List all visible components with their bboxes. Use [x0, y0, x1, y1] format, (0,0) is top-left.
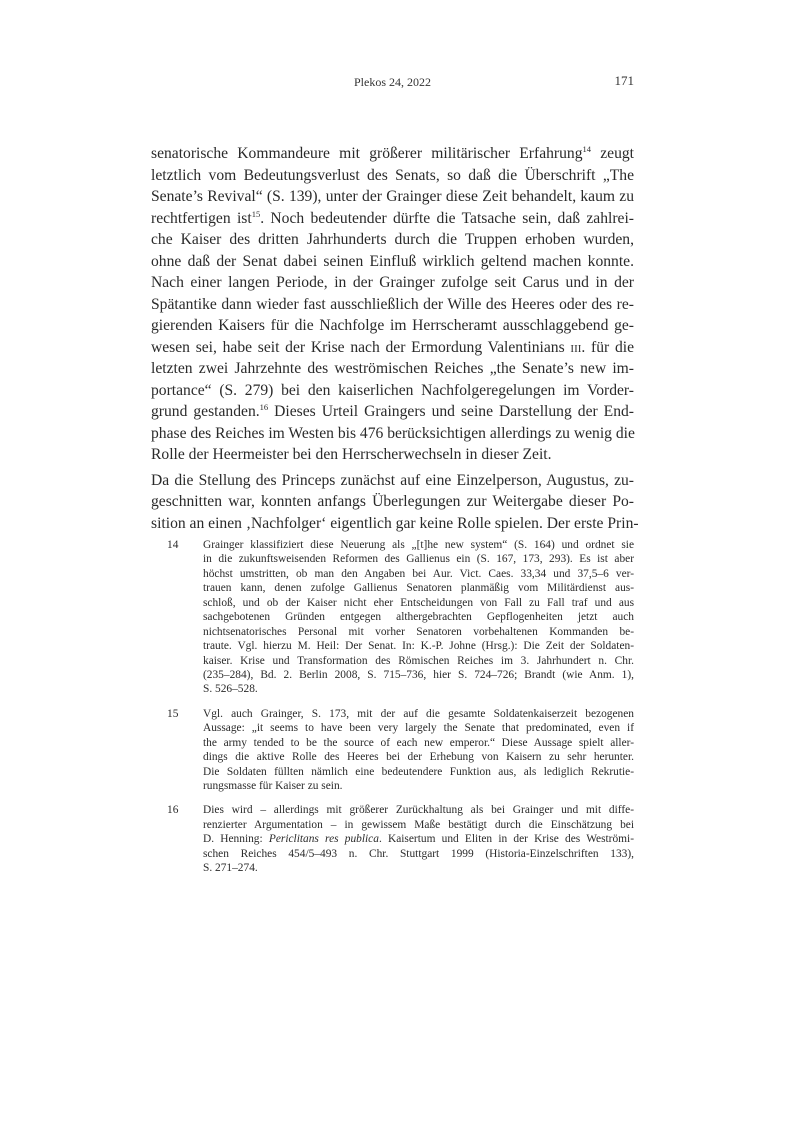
text-line: portance“ (S. 279) bei den kaiserlichen Nachfolgeregelungen im Vorder- [151, 381, 634, 399]
footnote-line: the army tended to be the source of each new emperor.“ Diese Aussage spielt aller- [203, 736, 634, 749]
text-line: Rolle der Heermeister bei den Herrscherwechseln in dieser Zeit. [151, 446, 552, 463]
footnote-line: Die Soldaten füllten nämlich eine bedeutendere Funktion aus, als lediglich Rekrutie- [203, 765, 634, 778]
footnote-line: trauen kann, denen zufolge Gallienus Senatoren planmäßig vom Militärdienst aus- [203, 582, 634, 595]
page-number: 171 [614, 73, 634, 88]
text-line: rechtfertigen ist$^{15}$. Noch bedeutender dürfte die Tatsache sein, daß zahlrei- [151, 208, 634, 227]
text-line: geschnitten war, konnten anfangs Überlegungen zur Weitergabe dieser Po- [151, 493, 634, 510]
footnote-line: S. 271–274. [203, 862, 258, 875]
footnote-ref-14[interactable]: 14 [582, 144, 591, 154]
footnote-line: nichtsenatorisches Personal mit vorher Senatoren vorbehaltenen Kommanden be- [203, 625, 634, 638]
footnote-line: kaiser. Krise und Transformation des Römischen Reiches im 3. Jahrhundert n. Chr. [203, 654, 634, 667]
footnote-16 [167, 803, 634, 875]
footnote-line: sachgebotenen Gründen entgegen althergebrachten Gepflogenheiten jetzt auch [203, 611, 634, 624]
running-head [151, 73, 634, 93]
footnote-line: Dies wird – allerdings mit größerer Zurückhaltung als bei Grainger und mit diffe- [203, 804, 634, 817]
footnote-line: in die zukunftsweisenden Reformen des Gallienus ein (S. 167, 173, 293). Es ist aber [203, 553, 634, 566]
text-line: sition an einen ‚Nachfolger‘ eigentlich gar keine Rolle spielen. Der erste Prin- [151, 514, 639, 532]
paragraph-1 [151, 143, 634, 466]
book-title: Periclitans res publica [268, 833, 379, 846]
footnote-line: (235–284), Bd. 2. Berlin 2008, S. 715–736, hier S. 724–726; Brandt (wie Anm. 1), [203, 668, 634, 681]
footnote-line: S. 526–528. [203, 683, 258, 696]
footnote-number: 15 [167, 707, 179, 720]
text-line: ohne daß der Senat dabei seinen Einfluß wirklich geltend machen konnte. [151, 252, 634, 270]
text-line: Da die Stellung des Princeps zunächst auf eine Einzelperson, Augustus, zu- [151, 471, 634, 489]
text-line: Spätantike dann wieder fast ausschließlich der Wille des Heeres oder des re- [151, 295, 634, 313]
footnote-line: Aussage: „it seems to have been very largely the Senate that predominated, even if [203, 722, 634, 735]
footnote-line: schloß, und ob der Kaiser nicht eher Entscheidungen von Fall zu Fall traf und aus [203, 596, 634, 609]
footnote-line: schen Reiches 454/5–493 n. Chr. Stuttgart 1999 (Historia-Einzelschriften 133), [203, 847, 634, 860]
footnote-line: Grainger klassifiziert diese Neuerung als „[t]he new system“ (S. 164) und ordnet sie [203, 539, 634, 551]
text-line: Senate’s Revival“ (S. 139), unter der Grainger diese Zeit behandelt, kaum zu [151, 188, 634, 205]
text-line: Nach einer langen Periode, in der Grainger zufolge seit Carus und in der [151, 274, 634, 291]
footnote-number: 14 [167, 539, 179, 551]
text-line: senatorische Kommandeure mit größerer militärischer Erfahrung$^{14}$ zeugt [151, 144, 634, 162]
footnote-ref-15[interactable]: 15 [251, 208, 261, 219]
footnote-line: renzierter Argumentation – in gewissem Maße bestätigt durch die Einschätzung bei [203, 818, 634, 831]
text-line: che Kaiser des dritten Jahrhunderts durch die Truppen erhoben wurden, [151, 231, 634, 248]
text-line: phase des Reiches im Westen bis 476 berücksichtigen allerdings zu wenig die [151, 424, 635, 442]
text-line: wesen sei, habe seit der Krise nach der Ermordung Valentinians iii. für die [151, 338, 634, 356]
footnote-line: dings die aktive Rolle des Heeres bei der Erhebung von Kaisern zu sehr herunter. [203, 751, 634, 764]
footnote-line: Vgl. auch Grainger, S. 173, mit der auf die gesamte Soldatenkaiserzeit bezogenen [203, 707, 634, 720]
footnote-14 [167, 538, 634, 697]
footnote-line: rungsmasse für Kaiser zu sein. [203, 780, 343, 792]
journal-citation: Plekos 24, 2022 [353, 75, 431, 89]
footnote-number: 16 [167, 804, 179, 817]
footnote-line: höchst umstritten, ob man den Angaben bei Aur. Vict. Caes. 33,34 und 37,5–6 ver- [203, 567, 634, 580]
footnote-15 [167, 707, 634, 794]
footnote-ref-16[interactable]: 16 [259, 402, 269, 412]
text-line: gierenden Kaisers für die Nachfolge im Herrscheramt ausschlaggebend ge- [151, 317, 634, 334]
footnotes [167, 538, 634, 886]
text-line: letzten zwei Jahrzehnte des weströmischen Reiches „the Senate’s new im- [151, 360, 634, 377]
footnote-line: D. Henning: Periclitans res publica. Kaisertum und Eliten in der Krise des Weströmi- [203, 833, 634, 846]
roman-numeral: iii [570, 338, 582, 356]
paragraph-2 [151, 470, 639, 535]
main-text [151, 143, 639, 534]
text-line: letztlich vom Bedeutungsverlust des Senats, so daß die Überschrift „The [151, 166, 634, 184]
text-line: grund gestanden.$^{16}$ Dieses Urteil Graingers und seine Darstellung der End- [151, 402, 634, 420]
footnote-line: traute. Vgl. hierzu M. Heil: Der Senat. In: K.-P. Johne (Hrsg.): Die Zeit der Soldaten- [203, 640, 634, 653]
